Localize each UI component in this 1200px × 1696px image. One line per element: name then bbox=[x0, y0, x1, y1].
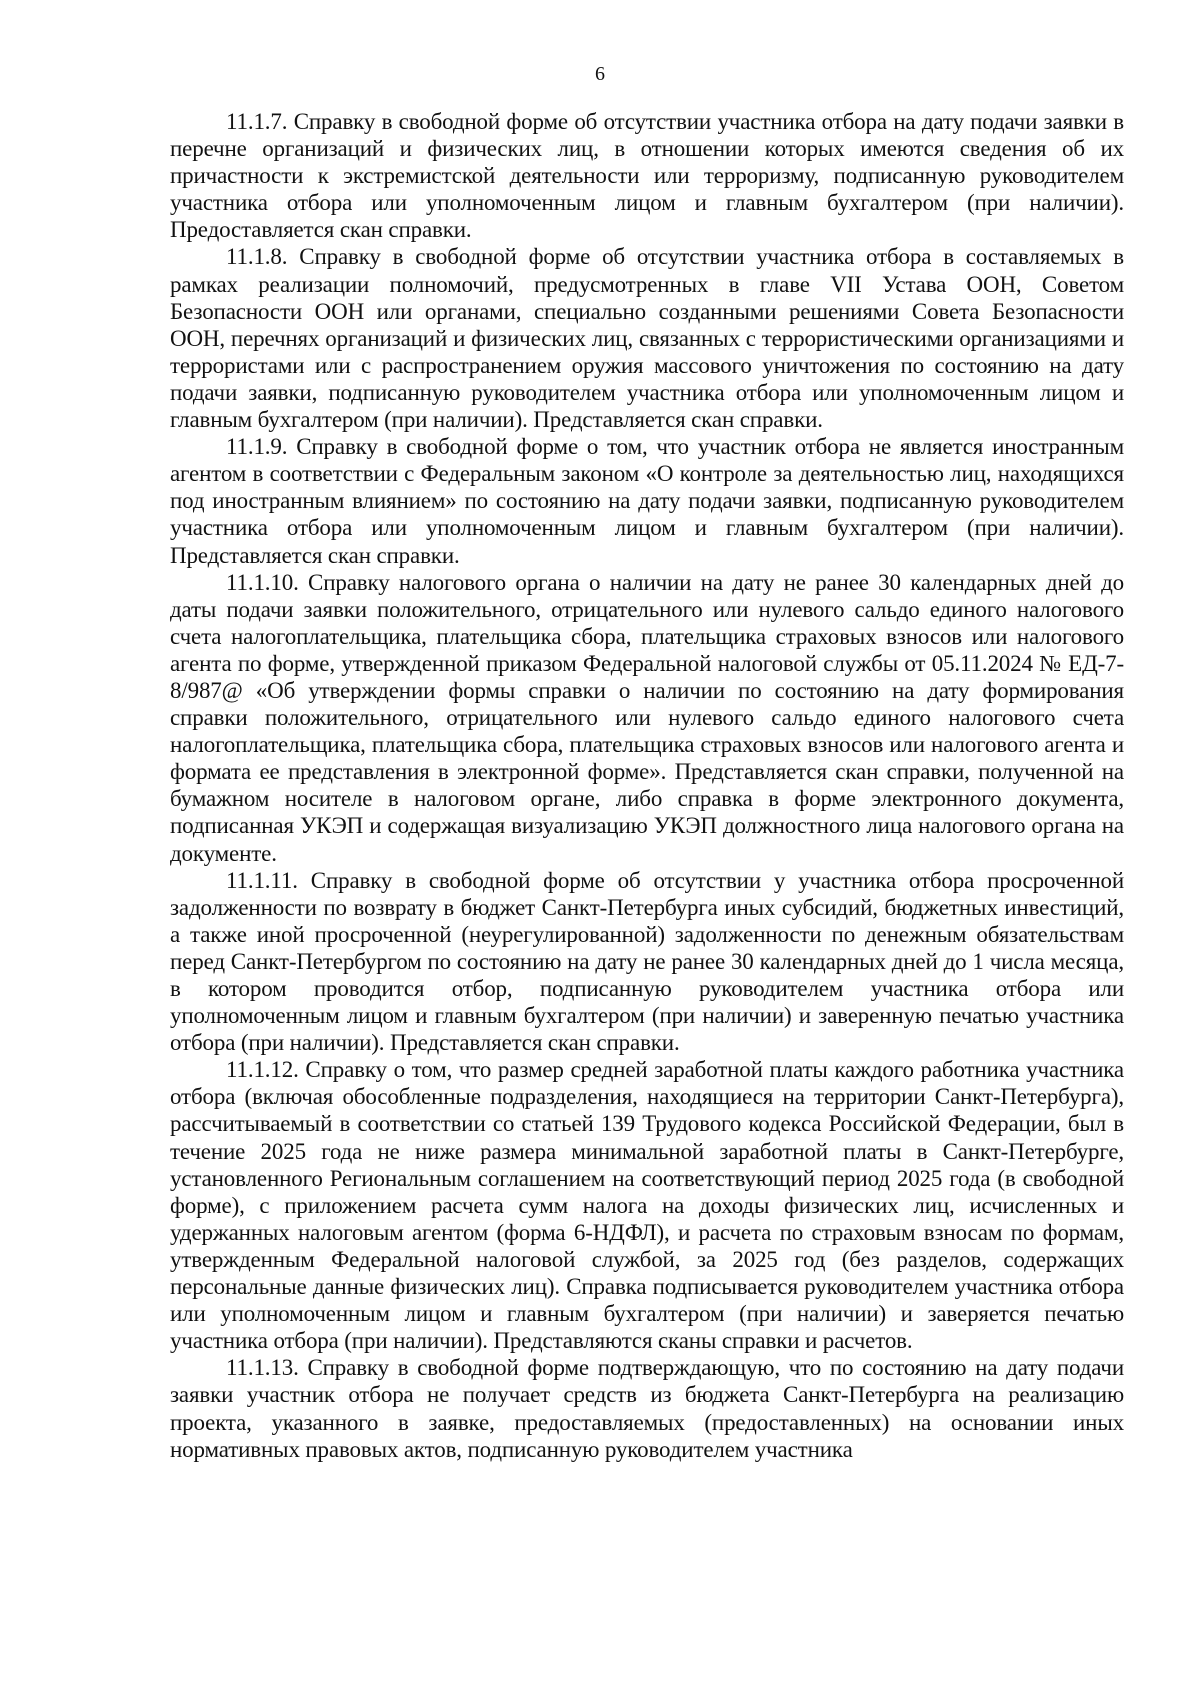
paragraph-11-1-9: 11.1.9. Справку в свободной форме о том, что участник отбора не является иностранным агентом в соответствии с Федеральным законом «О контроле за деятельностью лиц, находящихся под иностранным влиянием» по состоянию на дату подачи заявки, подписанную руководителем участника отбора или уполномоченным лицом и главным бухгалтером (при наличии). Представляется скан справки. bbox=[170, 434, 1124, 568]
paragraph-11-1-7: 11.1.7. Справку в свободной форме об отсутствии участника отбора на дату подачи заявки в перечне организаций и физических лиц, в отношении которых имеются сведения об их причастности к экстремистской деятельности или терроризму, подписанную руководителем участника отбора или уполномоченным лицом и главным бухгалтером (при наличии). Предоставляется скан справки. bbox=[170, 109, 1124, 243]
document-body bbox=[170, 108, 1124, 1463]
paragraph-11-1-8: 11.1.8. Справку в свободной форме об отсутствии участника отбора в составляемых в рамках реализации полномочий, предусмотренных в главе VII Устава ООН, Советом Безопасности ООН или органами, специально созданными решениями Совета Безопасности ООН, перечнях организаций и физических лиц, связанных с террористическими организациями и террористами или с распространением оружия массового уничтожения по состоянию на дату подачи заявки, подписанную руководителем участника отбора или уполномоченным лицом и главным бухгалтером (при наличии). Представляется скан справки. bbox=[170, 244, 1124, 433]
paragraph-11-1-10: 11.1.10. Справку налогового органа о наличии на дату не ранее 30 календарных дней до даты подачи заявки положительного, отрицательного или нулевого сальдо единого налогового счета налогоплательщика, плательщика сбора, плательщика страховых взносов или налогового агента по форме, утвержденной приказом Федеральной налоговой службы от 05.11.2024 № ЕД-7-8/987@ «Об утверждении формы справки о наличии по состоянию на дату формирования справки положительного, отрицательного или нулевого сальдо единого налогового счета налогоплательщика, плательщика сбора, плательщика страховых взносов или налогового агента и формата ее представления в электронной форме». Представляется скан справки, полученной на бумажном носителе в налоговом органе, либо справка в форме электронного документа, подписанная УКЭП и содержащая визуализацию УКЭП должностного лица налогового органа на документе. bbox=[170, 569, 1124, 866]
paragraph-11-1-13: 11.1.13. Справку в свободной форме подтверждающую, что по состоянию на дату подачи заявки участник отбора не получает средств из бюджета Санкт-Петербурга на реализацию проекта, указанного в заявке, предоставляемых (предоставленных) на основании иных нормативных правовых актов, подписанную руководителем участника bbox=[170, 1355, 1124, 1462]
page-number: 6 bbox=[595, 63, 605, 85]
paragraph-11-1-12: 11.1.12. Справку о том, что размер средней заработной платы каждого работника участника отбора (включая обособленные подразделения, находящиеся на территории Санкт-Петербурга), рассчитываемый в соответствии со статьей 139 Трудового кодекса Российской Федерации, был в течение 2025 года не ниже размера минимальной заработной платы в Санкт-Петербурге, установленного Региональным соглашением на соответствующий период 2025 года (в свободной форме), с приложением расчета сумм налога на доходы физических лиц, исчисленных и удержанных налоговым агентом (форма 6-НДФЛ), и расчета по страховым взносам по формам, утвержденным Федеральной налоговой службой, за 2025 год (без разделов, содержащих персональные данные физических лиц). Справка подписывается руководителем участника отбора или уполномоченным лицом и главным бухгалтером (при наличии) и заверяется печатью участника отбора (при наличии). Представляются сканы справки и расчетов. bbox=[170, 1057, 1124, 1354]
paragraph-11-1-11: 11.1.11. Справку в свободной форме об отсутствии у участника отбора просроченной задолженности по возврату в бюджет Санкт-Петербурга иных субсидий, бюджетных инвестиций, а также иной просроченной (неурегулированной) задолженности по денежным обязательствам перед Санкт-Петербургом по состоянию на дату не ранее 30 календарных дней до 1 числа месяца, в котором проводится отбор, подписанную руководителем участника отбора или уполномоченным лицом и главным бухгалтером (при наличии) и заверенную печатью участника отбора (при наличии). Представляется скан справки. bbox=[170, 867, 1124, 1056]
